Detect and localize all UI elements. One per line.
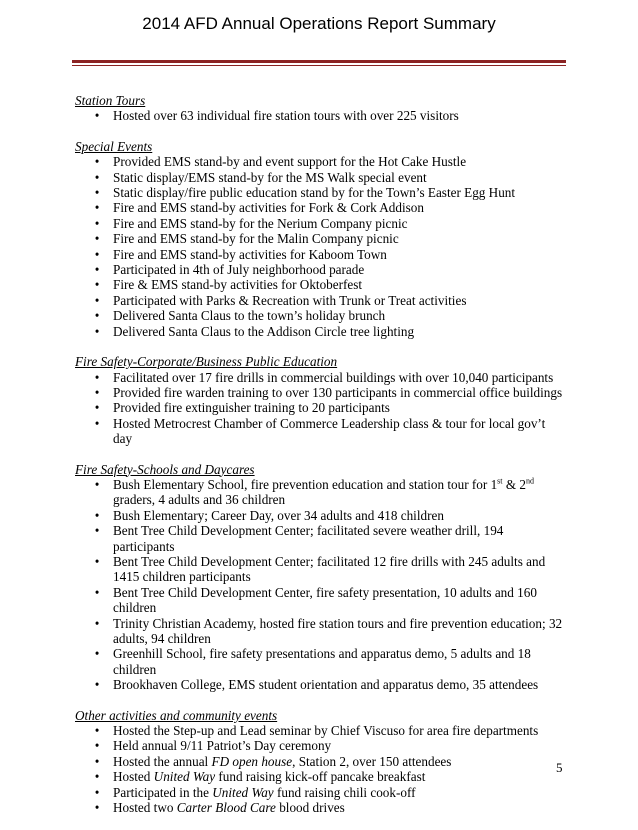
section-title: Station Tours <box>75 93 146 108</box>
list-item-text: Bush Elementary; Career Day, over 34 adults and 418 children <box>113 507 444 523</box>
bullet-icon: • <box>94 154 100 170</box>
bullet-icon: • <box>94 292 100 308</box>
section-title: Special Events <box>75 138 153 154</box>
list-item-text <box>113 754 451 769</box>
list-item <box>75 754 567 769</box>
bullet-list <box>75 477 567 693</box>
italic-text: Carter Blood Care <box>176 800 276 816</box>
list-item-text: Bent Tree Child Development Center, fire safety presentation, 10 adults and 160 children <box>113 584 537 616</box>
bullet-icon: • <box>94 553 100 569</box>
list-item-text: Static display/EMS stand-by for the MS Walk special event <box>113 169 427 185</box>
list-item-text <box>113 800 345 815</box>
bullet-icon: • <box>94 185 100 201</box>
list-item <box>75 185 567 200</box>
list-item-text: Participated in 4th of July neighborhood parade <box>113 262 365 278</box>
section-title: Fire Safety-Schools and Daycares <box>75 461 255 477</box>
list-item-text: Static display/fire public education stand by for the Town’s Easter Egg Hunt <box>113 185 516 201</box>
list-item <box>75 769 567 784</box>
list-item-text: Provided EMS stand-by and event support for the Hot Cake Hustle <box>113 154 467 170</box>
list-item-text <box>113 769 425 784</box>
list-item-text: Hosted over 63 individual fire station tours with over 225 visitors <box>113 108 459 124</box>
list-item-text: Brookhaven College, EMS student orientation and apparatus demo, 35 attendees <box>113 677 539 693</box>
bullet-icon: • <box>94 231 100 247</box>
bullet-icon: • <box>94 476 100 492</box>
list-item <box>75 800 567 815</box>
list-item-text: Hosted Metrocrest Chamber of Commerce Leadership class & tour for local gov’t day <box>113 415 546 447</box>
bullet-icon: • <box>94 323 100 339</box>
list-item <box>75 200 567 215</box>
text-run: Bush Elementary School, fire prevention education and station tour for 1 <box>113 476 498 492</box>
list-item-text: Bent Tree Child Development Center; facilitated 12 fire drills with 245 adults and 1415 children participants <box>113 553 546 585</box>
section <box>75 354 567 446</box>
list-item-text: Participated with Parks & Recreation with Trunk or Treat activities <box>113 292 467 308</box>
list-item <box>75 523 567 554</box>
header-rule-thin <box>72 65 566 66</box>
bullet-icon: • <box>94 769 100 785</box>
list-item <box>75 216 567 231</box>
bullet-icon: • <box>94 753 100 769</box>
bullet-icon: • <box>94 277 100 293</box>
list-item <box>75 585 567 616</box>
header-rule-thick <box>72 60 566 63</box>
section <box>75 708 567 816</box>
bullet-icon: • <box>94 215 100 231</box>
list-item <box>75 554 567 585</box>
bullet-icon: • <box>94 169 100 185</box>
list-item <box>75 738 567 753</box>
list-item <box>75 385 567 400</box>
list-item-text: Fire & EMS stand-by activities for Oktoberfest <box>113 277 363 293</box>
bullet-icon: • <box>94 200 100 216</box>
text-run: , Station 2, over 150 attendees <box>292 753 452 769</box>
text-run: & 2 <box>502 476 526 492</box>
bullet-icon: • <box>94 262 100 278</box>
list-item <box>75 247 567 262</box>
list-item <box>75 416 567 447</box>
list-item <box>75 324 567 339</box>
list-item <box>75 723 567 738</box>
bullet-icon: • <box>94 415 100 431</box>
bullet-icon: • <box>94 523 100 539</box>
bullet-list <box>75 108 567 123</box>
text-run: graders, 4 adults and 36 children <box>113 492 286 508</box>
bullet-icon: • <box>94 738 100 754</box>
list-item-text: Delivered Santa Claus to the Addison Circle tree lighting <box>113 323 415 339</box>
list-item-text <box>113 477 534 507</box>
page-header-title: 2014 AFD Annual Operations Report Summary <box>142 14 496 33</box>
text-run: Hosted <box>113 769 154 785</box>
italic-text: United Way <box>153 769 216 785</box>
list-item <box>75 508 567 523</box>
text-run: blood drives <box>275 800 345 816</box>
text-run: fund raising chili cook-off <box>273 784 416 800</box>
section <box>75 139 567 339</box>
bullet-list <box>75 723 567 815</box>
bullet-list <box>75 154 567 339</box>
list-item-text <box>113 785 416 800</box>
bullet-icon: • <box>94 800 100 816</box>
list-item-text: Hosted the Step-up and Lead seminar by Chief Viscuso for area fire departments <box>113 723 539 739</box>
text-run: Hosted the annual <box>113 753 212 769</box>
bullet-icon: • <box>94 584 100 600</box>
list-item <box>75 370 567 385</box>
list-item <box>75 616 567 647</box>
bullet-icon: • <box>94 108 100 124</box>
bullet-icon: • <box>94 784 100 800</box>
bullet-icon: • <box>94 507 100 523</box>
italic-text: United Way <box>212 784 274 800</box>
ordinal-suffix: nd <box>525 476 534 486</box>
text-run: Hosted two <box>113 800 177 816</box>
list-item <box>75 646 567 677</box>
list-item <box>75 308 567 323</box>
bullet-icon: • <box>94 677 100 693</box>
section <box>75 93 567 124</box>
bullet-icon: • <box>94 308 100 324</box>
list-item-text: Fire and EMS stand-by activities for Fork & Cork Addison <box>113 200 424 216</box>
list-item-text: Fire and EMS stand-by activities for Kaboom Town <box>113 246 387 262</box>
list-item <box>75 154 567 169</box>
bullet-icon: • <box>94 246 100 262</box>
bullet-icon: • <box>94 615 100 631</box>
list-item <box>75 293 567 308</box>
list-item-text: Trinity Christian Academy, hosted fire station tours and fire prevention education; 32 adults, 94 children <box>113 615 563 646</box>
list-item-text: Fire and EMS stand-by for the Malin Company picnic <box>113 231 399 247</box>
list-item-text: Delivered Santa Claus to the town’s holiday brunch <box>113 308 386 324</box>
list-item-text: Facilitated over 17 fire drills in commercial buildings with over 10,040 participants <box>113 369 554 385</box>
list-item <box>75 170 567 185</box>
bullet-icon: • <box>94 384 100 400</box>
list-item <box>75 262 567 277</box>
italic-text: FD open house <box>211 753 293 769</box>
list-item <box>75 677 567 692</box>
text-run: Participated in the <box>113 784 213 800</box>
bullet-list <box>75 370 567 447</box>
list-item-text: Greenhill School, fire safety presentations and apparatus demo, 5 adults and 18 children <box>113 646 531 677</box>
list-item-text: Provided fire extinguisher training to 20 participants <box>113 400 390 416</box>
bullet-icon: • <box>94 723 100 739</box>
page-number: 5 <box>556 760 563 775</box>
list-item-text: Bent Tree Child Development Center; facilitated severe weather drill, 194 participants <box>113 523 504 554</box>
list-item <box>75 400 567 415</box>
ordinal-suffix: st <box>497 476 503 486</box>
bullet-icon: • <box>94 369 100 385</box>
list-item <box>75 231 567 246</box>
list-item-text: Provided fire warden training to over 130 participants in commercial office buildings <box>113 384 563 400</box>
list-item-text: Fire and EMS stand-by for the Nerium Company picnic <box>113 215 408 231</box>
text-run: fund raising kick-off pancake breakfast <box>215 769 426 785</box>
document-body <box>75 93 567 830</box>
list-item <box>75 477 567 508</box>
list-item <box>75 785 567 800</box>
section <box>75 462 567 693</box>
section-title: Other activities and community events <box>75 707 278 723</box>
section-title: Fire Safety-Corporate/Business Public Education <box>75 354 338 370</box>
list-item <box>75 108 567 123</box>
bullet-icon: • <box>94 400 100 416</box>
list-item-text: Held annual 9/11 Patriot’s Day ceremony <box>113 738 332 754</box>
bullet-icon: • <box>94 646 100 662</box>
list-item <box>75 277 567 292</box>
